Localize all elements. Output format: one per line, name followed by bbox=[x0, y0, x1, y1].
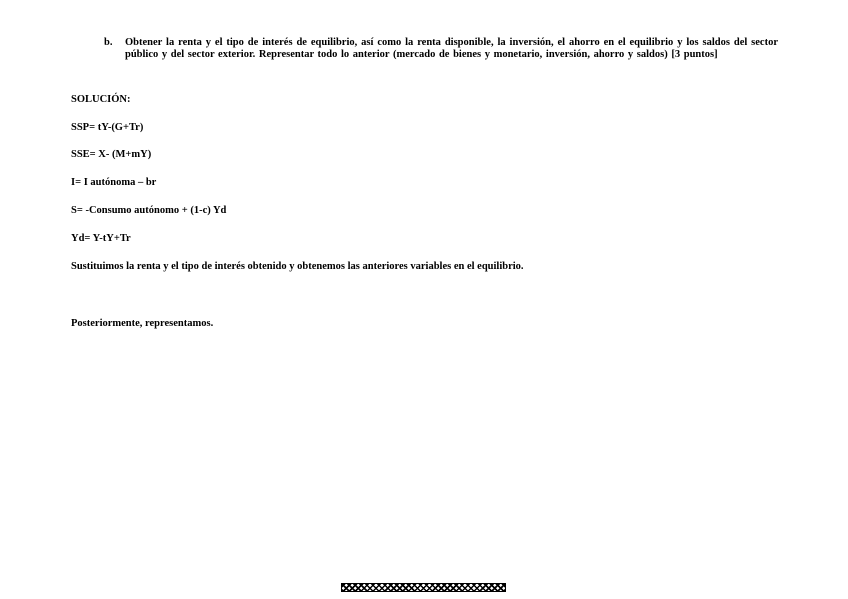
question-item-b bbox=[104, 37, 778, 61]
question-marker: b. bbox=[104, 37, 113, 48]
representation-paragraph: Posteriormente, representamos. bbox=[71, 318, 214, 329]
formula-ahorro: S= -Consumo autónomo + (1-c) Yd bbox=[71, 205, 227, 216]
formula-ssp: SSP= tY-(G+Tr) bbox=[71, 122, 144, 133]
formula-sse: SSE= X- (M+mY) bbox=[71, 149, 152, 160]
substitution-paragraph: Sustituimos la renta y el tipo de interés obtenido y obtenemos las anteriores variables en el equilibrio. bbox=[71, 261, 524, 272]
formula-inversion: I= I autónoma – br bbox=[71, 177, 157, 188]
solution-heading: SOLUCIÓN: bbox=[71, 94, 131, 105]
question-text: Obtener la renta y el tipo de interés de equilibrio, así como la renta disponible, la inversión, el ahorro en el equilibrio y los saldos del sector público y del sector exterior. Representar todo lo anterior (mercado de bienes y monetario, inversión, ahorro y saldos) [3 puntos] bbox=[125, 37, 778, 60]
hatched-pattern bbox=[342, 584, 505, 591]
hatched-page-marker bbox=[341, 583, 506, 592]
formula-renta-disponible: Yd= Y-tY+Tr bbox=[71, 233, 131, 244]
